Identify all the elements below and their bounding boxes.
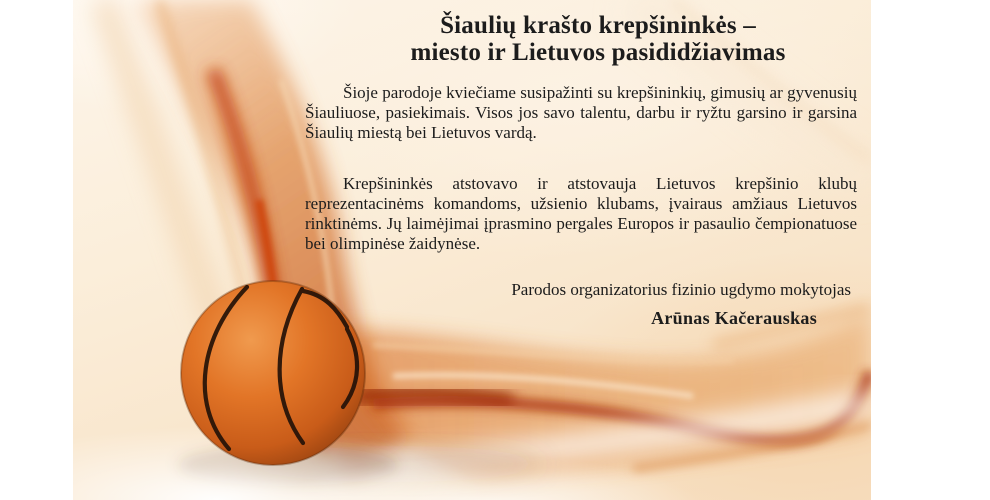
organizer-role: Parodos organizatorius fizinio ugdymo mokytojas: [511, 280, 851, 299]
poster-title-line1: Šiaulių krašto krepšininkės –: [440, 12, 756, 39]
slide: [73, 0, 871, 500]
poster-title-line2: miesto ir Lietuvos pasididžiavimas: [410, 39, 786, 66]
poster-title: [305, 12, 857, 66]
organizer-name: Arūnas Kačerauskas: [651, 308, 817, 328]
intro-paragraph: Šioje parodoje kviečiame susipažinti su krepšininkių, gimusių ar gyvenusių Šiauliuose, pasiekimais. Visos jos savo talentu, darbu ir ryžtu garsino ir garsina Šiaulių miestą bei Lietuvos vardą.: [305, 83, 857, 142]
achievements-paragraph: Krepšininkės atstovavo ir atstovauja Lietuvos krepšinio klubų reprezentacinėms komandoms, užsienio klubams, įvairaus amžiaus Lietuvos rinktinėms. Jų laimėjimai įprasmino pergales Europos ir pasaulio čempionatuose bei olimpinėse žaidynėse.: [305, 174, 857, 253]
text-column: [305, 0, 857, 500]
